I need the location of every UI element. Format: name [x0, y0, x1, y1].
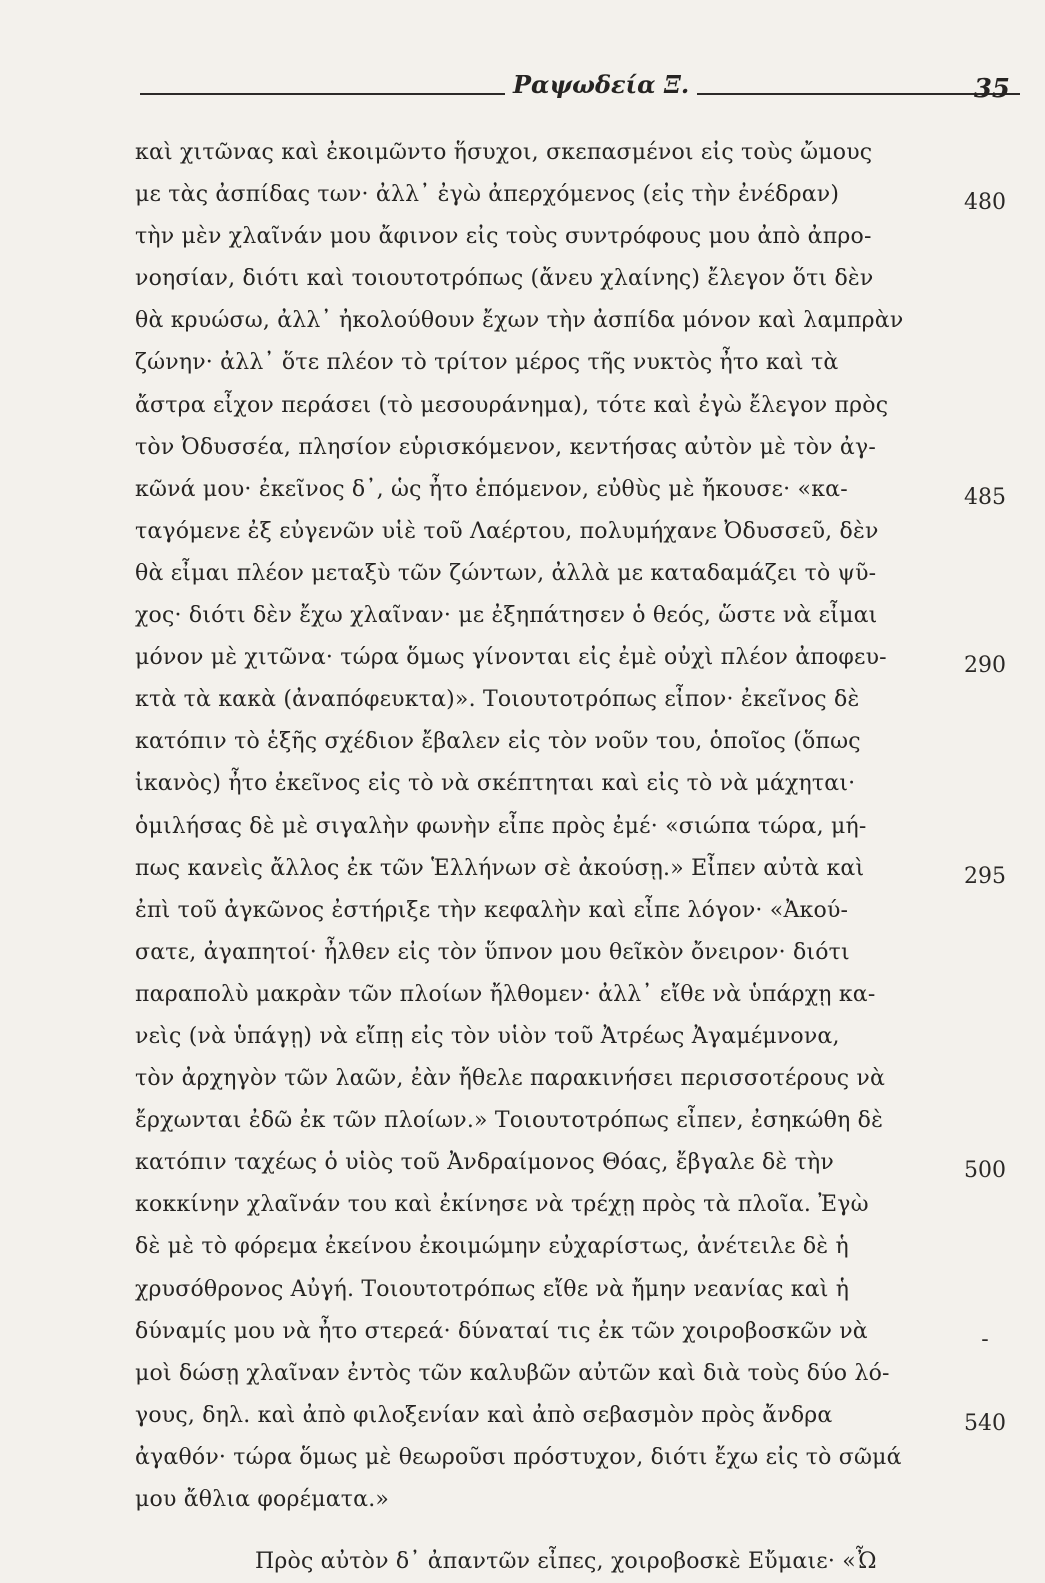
text-line: κατόπιν τὸ ἑξῆς σχέδιον ἔβαλεν εἰς τὸν νοῦν του, ὁποῖος (ὅπως [135, 729, 861, 755]
text-line: με τὰς ἀσπίδας των· ἀλλ᾽ ἐγὼ ἀπερχόμενος (εἰς τὴν ἐνέδραν) [135, 182, 840, 208]
text-line: ταγόμενε ἐξ εὐγενῶν υἱὲ τοῦ Λαέρτου, πολυμήχανε Ὀδυσσεῦ, δὲν [135, 518, 879, 544]
text-line: ὁμιλήσας δὲ μὲ σιγαλὴν φωνὴν εἶπε πρὸς ἐμέ· «σιώπα τώρα, μή- [135, 813, 867, 839]
text-line: καὶ χιτῶνας καὶ ἐκοιμῶντο ἥσυχοι, σκεπασμένοι εἰς τοὺς ὤμους [135, 140, 873, 165]
verse-number: 480 [964, 190, 1006, 216]
text-line: ἐπὶ τοῦ ἀγκῶνος ἐστήριξε τὴν κεφαλὴν καὶ εἶπε λόγον· «Ἀκού- [135, 897, 849, 923]
text-line: χρυσόθρονος Αὐγή. Τοιουτοτρόπως εἴθε νὰ ἤμην νεανίας καὶ ἡ [135, 1276, 850, 1302]
running-header [140, 68, 1020, 108]
verse-number: 500 [964, 1158, 1006, 1184]
text-line [135, 1521, 935, 1541]
text-line: πως κανεὶς ἄλλος ἐκ τῶν Ἑλλήνων σὲ ἀκούσῃ.» Εἶπεν αὐτὰ καὶ [135, 855, 865, 881]
text-line: ἔρχωνται ἐδῶ ἐκ τῶν πλοίων.» Τοιουτοτρόπως εἶπεν, ἐσηκώθη δὲ [135, 1108, 884, 1134]
chapter-title: Ραψωδεία Ξ. [505, 70, 697, 99]
text-line: ζώνην· ἀλλ᾽ ὅτε πλέον τὸ τρίτον μέρος τῆς νυκτὸς ἦτο καὶ τὰ [135, 350, 839, 376]
text-line: ἱκανὸς) ἦτο ἐκεῖνος εἰς τὸ νὰ σκέπτηται καὶ εἰς τὸ νὰ μάχηται· [135, 771, 856, 797]
text-line: κτὰ τὰ κακὰ (ἀναπόφευκτα)». Τοιουτοτρόπως εἶπον· ἐκεῖνος δὲ [135, 687, 860, 713]
text-line: σατε, ἀγαπητοί· ἦλθεν εἰς τὸν ὕπνον μου θεῖκὸν ὄνειρον· διότι [135, 939, 850, 965]
text-body [135, 132, 935, 1583]
text-line: γους, δηλ. καὶ ἀπὸ φιλοξενίαν καὶ ἀπὸ σεβασμὸν πρὸς ἄνδρα [135, 1402, 833, 1428]
text-line: τὴν μὲν χλαῖνάν μου ἄφινον εἰς τοὺς συντρόφους μου ἀπὸ ἀπρο- [135, 224, 872, 250]
text-line: δύναμίς μου νὰ ἦτο στερεά· δύναταί τις ἐκ τῶν χοιροβοσκῶν νὰ [135, 1318, 868, 1344]
text-line: μόνον μὲ χιτῶνα· τώρα ὅμως γίνονται εἰς ἐμὲ οὐχὶ πλέον ἀποφευ- [135, 645, 887, 671]
text-line: τὸν ἀρχηγὸν τῶν λαῶν, ἐὰν ἤθελε παρακινήσει περισσοτέρους νὰ [135, 1066, 886, 1092]
text-line: μοὶ δώσῃ χλαῖναν ἐντὸς τῶν καλυβῶν αὐτῶν καὶ διὰ τοὺς δύο λό- [135, 1360, 890, 1386]
page-number: 35 [973, 74, 1010, 104]
verse-number: 290 [964, 653, 1006, 679]
text-line: Πρὸς αὐτὸν δ᾽ ἀπαντῶν εἶπες, χοιροβοσκὲ Εὔμαιε· «Ὦ [255, 1549, 877, 1575]
text-line: θὰ εἶμαι πλέον μεταξὺ τῶν ζώντων, ἀλλὰ με καταδαμάζει τὸ ψῦ- [135, 560, 877, 586]
text-line: τὸν Ὀδυσσέα, πλησίον εὑρισκόμενον, κεντήσας αὐτὸν μὲ τὸν ἀγ- [135, 434, 876, 460]
text-line: δὲ μὲ τὸ φόρεμα ἐκείνου ἐκοιμώμην εὐχαρίστως, ἀνέτειλε δὲ ἡ [135, 1234, 849, 1260]
text-line: ἀγαθόν· τώρα ὅμως μὲ θεωροῦσι πρόστυχον, διότι ἔχω εἰς τὸ σῶμά [135, 1444, 902, 1470]
text-line: μου ἄθλια φορέματα.» [135, 1487, 390, 1512]
text-line: νεὶς (νὰ ὑπάγῃ) νὰ εἴπῃ εἰς τὸν υἱὸν τοῦ Ἀτρέως Ἀγαμέμνονα, [135, 1023, 840, 1049]
text-line: νοησίαν, διότι καὶ τοιουτοτρόπως (ἄνευ χλαίνης) ἔλεγον ὅτι δὲν [135, 266, 874, 292]
text-line: ἄστρα εἶχον περάσει (τὸ μεσουράνημα), τότε καὶ ἐγὼ ἔλεγον πρὸς [135, 392, 889, 418]
verse-number: 540 [964, 1411, 1006, 1436]
text-line: χος· διότι δὲν ἔχω χλαῖναν· με ἐξηπάτησεν ὁ θεός, ὥστε νὰ εἶμαι [135, 603, 878, 629]
text-line: κατόπιν ταχέως ὁ υἱὸς τοῦ Ἀνδραίμονος Θόας, ἔβγαλε δὲ τὴν [135, 1150, 834, 1176]
text-line: κοκκίνην χλαῖνάν του καὶ ἐκίνησε νὰ τρέχῃ πρὸς τὰ πλοῖα. Ἐγὼ [135, 1192, 869, 1218]
text-line: θὰ κρυώσω, ἀλλ᾽ ἠκολούθουν ἔχων τὴν ἀσπίδα μόνον καὶ λαμπρὰν [135, 308, 904, 334]
verse-number: 485 [964, 484, 1006, 510]
text-line: παραπολὺ μακρὰν τῶν πλοίων ἤλθομεν· ἀλλ᾽ εἴθε νὰ ὑπάρχῃ κα- [135, 981, 876, 1007]
verse-number: - [981, 1326, 989, 1352]
text-line: κῶνά μου· ἐκεῖνος δ᾽, ὡς ἦτο ἑπόμενον, εὐθὺς μὲ ἤκουσε· «κα- [135, 476, 848, 502]
verse-number: 295 [964, 863, 1006, 889]
